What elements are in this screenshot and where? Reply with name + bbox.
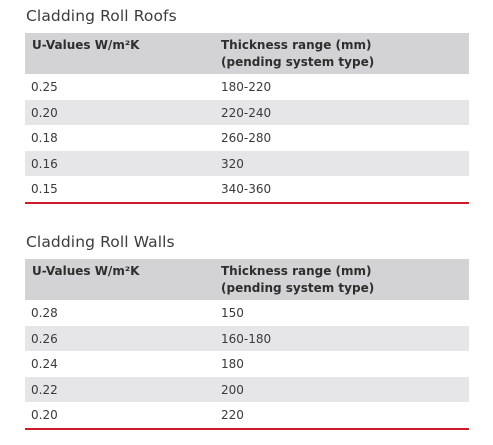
thickness-header — [221, 263, 374, 297]
u-value-cell: 0.18 — [31, 131, 58, 145]
thickness-header-line1: Thickness range (mm) — [221, 38, 372, 52]
table-row — [25, 300, 469, 326]
thickness-cell: 180-220 — [221, 80, 272, 94]
u-value-cell: 0.15 — [31, 182, 58, 196]
thickness-cell: 320 — [221, 156, 244, 171]
table-row — [25, 351, 469, 377]
thickness-header — [221, 37, 374, 71]
table-row — [25, 151, 469, 177]
table-row — [25, 377, 469, 403]
table-row — [25, 125, 469, 151]
thickness-header-line1: Thickness range (mm) — [221, 264, 372, 278]
roofs-table-header — [25, 33, 469, 74]
table-row — [25, 326, 469, 352]
thickness-header-line2: (pending system type) — [221, 281, 375, 295]
roofs-title: Cladding Roll Roofs — [26, 7, 177, 25]
table-row — [25, 74, 469, 100]
u-value-cell: 0.22 — [31, 382, 58, 397]
thickness-header-line2: (pending system type) — [221, 55, 375, 69]
u-value-cell: 0.24 — [31, 357, 58, 371]
u-value-cell: 0.16 — [31, 156, 58, 171]
thickness-cell: 180 — [221, 357, 244, 371]
thickness-cell: 150 — [221, 306, 244, 320]
thickness-cell: 260-280 — [221, 131, 272, 145]
thickness-cell: 220-240 — [221, 105, 272, 120]
walls-title: Cladding Roll Walls — [26, 233, 175, 251]
table-bottom-rule — [25, 428, 469, 430]
u-value-cell: 0.25 — [31, 80, 58, 94]
roofs-section — [25, 0, 469, 204]
walls-section — [25, 226, 469, 430]
u-value-header: U-Values W/m²K — [32, 38, 140, 52]
thickness-cell: 160-180 — [221, 331, 272, 346]
table-row — [25, 402, 469, 428]
table-bottom-rule — [25, 202, 469, 204]
thickness-cell: 200 — [221, 382, 244, 397]
u-value-cell: 0.20 — [31, 105, 58, 120]
thickness-cell: 340-360 — [221, 182, 272, 196]
walls-table-header — [25, 259, 469, 300]
u-value-header: U-Values W/m²K — [32, 264, 140, 278]
u-value-cell: 0.20 — [31, 408, 58, 422]
u-value-cell: 0.26 — [31, 331, 58, 346]
thickness-cell: 220 — [221, 408, 244, 422]
table-row — [25, 176, 469, 202]
u-value-cell: 0.28 — [31, 306, 58, 320]
table-row — [25, 100, 469, 126]
